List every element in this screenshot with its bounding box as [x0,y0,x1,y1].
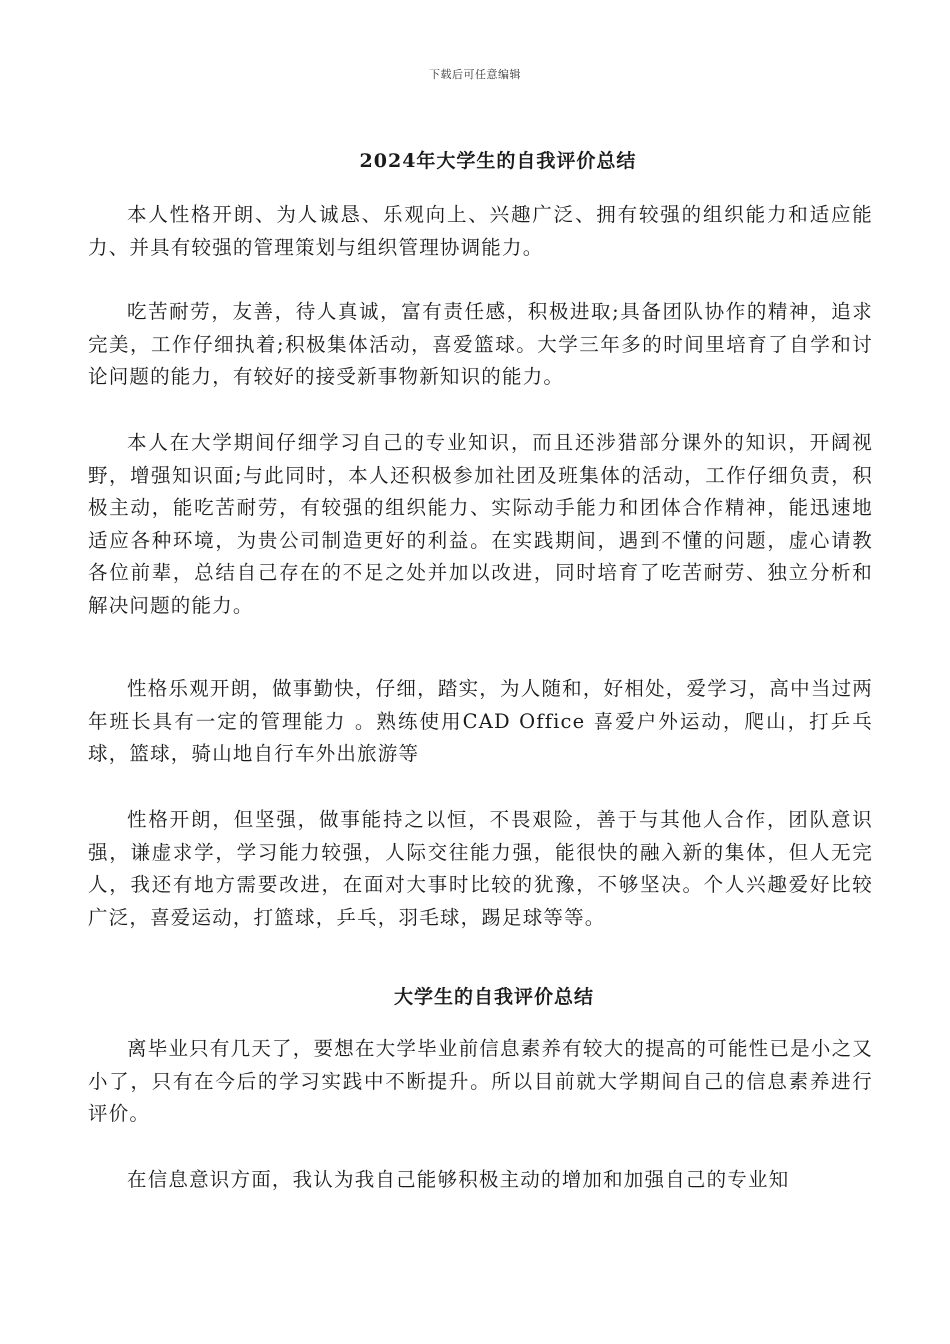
paragraph: 性格乐观开朗，做事勤快，仔细，踏实，为人随和，好相处，爱学习，高中当过两年班长具有一定的管理能力 。熟练使用CAD Office 喜爱户外运动，爬山，打乒乓球，篮球，骑山地自行车外出旅游等 [88,677,873,765]
page-title: 2024年大学生的自我评价总结 [359,150,637,172]
section-title: 大学生的自我评价总结 [393,986,594,1008]
header-note: 下载后可任意编辑 [429,68,521,81]
paragraph: 在信息意识方面，我认为我自己能够积极主动的增加和加强自己的专业知 [127,1168,790,1191]
paragraph: 本人性格开朗、为人诚恳、乐观向上、兴趣广泛、拥有较强的组织能力和适应能力、并具有较强的管理策划与组织管理协调能力。 [88,203,873,259]
paragraph: 吃苦耐劳，友善，待人真诚，富有责任感，积极进取;具备团队协作的精神，追求完美，工作仔细执着;积极集体活动，喜爱篮球。大学三年多的时间里培育了自学和讨论问题的能力，有较好的接受新事物新知识的能力。 [88,300,873,388]
paragraph: 性格开朗，但坚强，做事能持之以恒，不畏艰险，善于与其他人合作，团队意识强，谦虚求学，学习能力较强，人际交往能力强，能很快的融入新的集体，但人无完人，我还有地方需要改进，在面对大事时比较的犹豫，不够坚决。个人兴趣爱好比较广泛，喜爱运动，打篮球，乒乓，羽毛球，踢足球等等。 [88,808,873,929]
paragraph: 离毕业只有几天了，要想在大学毕业前信息素养有较大的提高的可能性已是小之又小了，只有在今后的学习实践中不断提升。所以目前就大学期间自己的信息素养进行评价。 [88,1037,873,1125]
paragraph: 本人在大学期间仔细学习自己的专业知识，而且还涉猎部分课外的知识，开阔视野，增强知识面;与此同时，本人还积极参加社团及班集体的活动，工作仔细负责，积极主动，能吃苦耐劳，有较强的组织能力、实际动手能力和团体合作精神，能迅速地适应各种环境，为贵公司制造更好的利益。在实践期间，遇到不懂的问题，虚心请教各位前辈，总结自己存在的不足之处并加以改进，同时培育了吃苦耐劳、独立分析和解决问题的能力。 [88,431,873,617]
